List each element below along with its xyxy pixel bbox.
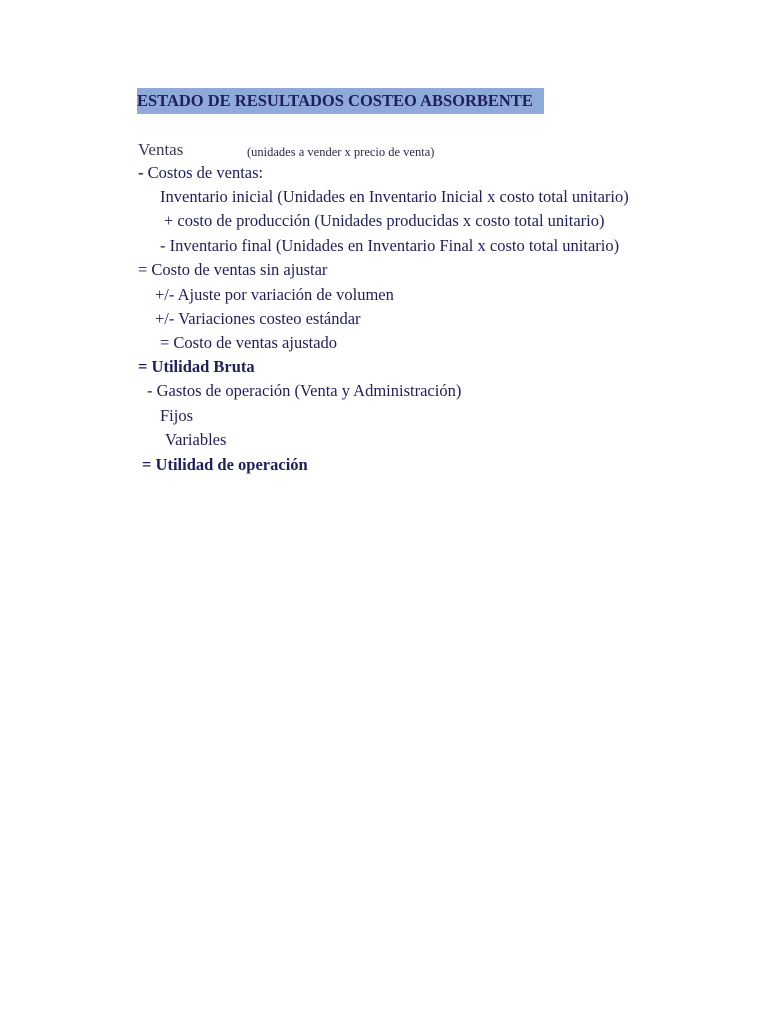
costos-de-ventas-line xyxy=(138,162,263,184)
line-text: Costos de ventas: xyxy=(147,163,264,182)
utilidad-bruta-line xyxy=(138,356,255,378)
inventario-inicial-line: Inventario inicial (Unidades en Inventario Inicial x costo total unitario) xyxy=(160,187,629,206)
fijos-line: Fijos xyxy=(160,406,194,425)
line-text: Utilidad de operación xyxy=(155,455,308,474)
costo-sin-ajustar-line: = Costo de ventas sin ajustar xyxy=(138,260,328,279)
variaciones-estandar-line: +/- Variaciones costeo estándar xyxy=(155,309,361,328)
inventario-final-line: - Inventario final (Unidades en Inventario Final x costo total unitario) xyxy=(160,236,620,255)
utilidad-operacion-line xyxy=(142,454,308,476)
ajuste-volumen-line: +/- Ajuste por variación de volumen xyxy=(155,285,394,304)
document-title: ESTADO DE RESULTADOS COSTEO ABSORBENTE xyxy=(137,91,533,110)
line-prefix: = xyxy=(138,357,152,376)
line-prefix: - xyxy=(138,163,148,182)
costo-produccion-line: + costo de producción (Unidades producidas x costo total unitario) xyxy=(164,211,605,230)
ventas-note: (unidades a vender x precio de venta) xyxy=(247,145,435,159)
line-prefix: = xyxy=(142,455,156,474)
gastos-operacion-line: - Gastos de operación (Venta y Administración) xyxy=(147,381,462,400)
costo-ajustado-line: = Costo de ventas ajustado xyxy=(160,333,338,352)
ventas-label: Ventas xyxy=(138,140,184,159)
line-text: Utilidad Bruta xyxy=(151,357,255,376)
variables-line: Variables xyxy=(165,430,227,449)
